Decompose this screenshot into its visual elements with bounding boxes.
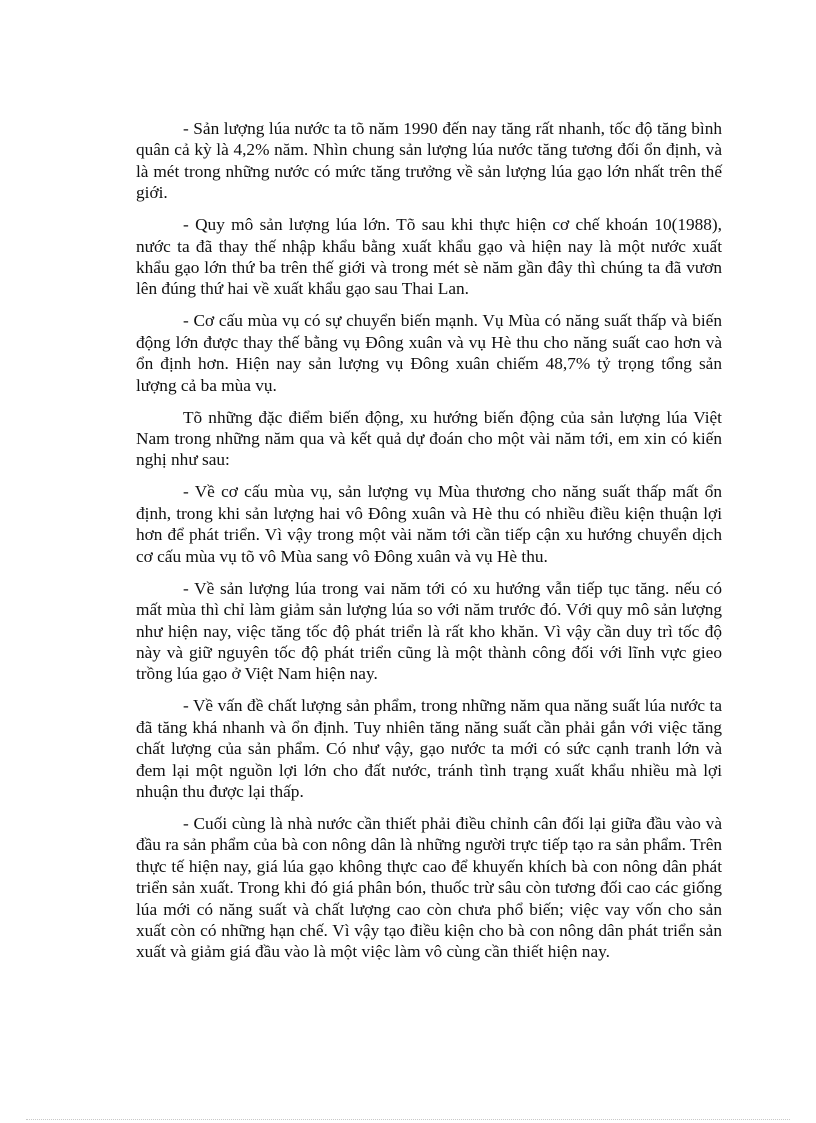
document-body <box>136 118 722 973</box>
page-bottom-divider <box>26 1119 790 1120</box>
paragraph-recommendation-policy: - Cuối cùng là nhà nước cần thiết phải điều chỉnh cân đối lại giữa đầu vào và đầu ra sản phẩm của bà con nông dân là những người trực tiếp tạo ra sản phẩm. Trên thực tế hiện nay, giá lúa gạo không thực cao để khuyến khích bà con nông dân phát triển sản xuất. Trong khi đó giá phân bón, thuốc trừ sâu còn tương đối cao các giống lúa mới có năng suất và chất lượng cao còn chưa phổ biến; việc vay vốn cho sản xuất còn có những hạn chế. Vì vậy tạo điều kiện cho bà con nông dân phát triển sản xuất và giảm giá đầu vào là một việc làm vô cùng cần thiết hiện nay. <box>136 813 722 962</box>
paragraph-recommendation-quality: - Về vấn đề chất lượng sản phẩm, trong những năm qua năng suất lúa nước ta đã tăng khá nhanh và ổn định. Tuy nhiên tăng năng suất cần phải gắn với việc tăng chất lượng của sản phẩm. Có như vậy, gạo nước ta mới có sức cạnh tranh lớn và đem lại một nguồn lợi lớn cho đất nước, tránh tình trạng xuất khẩu nhiều mà lợi nhuận thu được lại thấp. <box>136 696 722 801</box>
paragraph-seasonal-structure: - Cơ cấu mùa vụ có sự chuyển biến mạnh. Vụ Mùa có năng suất thấp và biến động lớn được thay thế bằng vụ Đông xuân và vụ Hè thu cho năng suất cao hơn và ổn định hơn. Hiện nay sản lượng vụ Đông xuân chiếm 48,7% tỷ trọng tổng sản lượng cả ba mùa vụ. <box>136 311 722 395</box>
paragraph-production-scale: - Quy mô sản lượng lúa lớn. Tõ sau khi thực hiện cơ chế khoán 10(1988), nước ta đã thay thế nhập khẩu bằng xuất khẩu gạo và hiện nay là một nước xuất khẩu gạo lớn thứ ba trên thế giới và trong mét sè năm gần đây thì chúng ta đã vươn lên đúng thứ hai về xuất khẩu gạo sau Thai Lan. <box>136 215 722 299</box>
paragraph-rice-output-growth: - Sản lượng lúa nước ta tõ năm 1990 đến nay tăng rất nhanh, tốc độ tăng bình quân cả kỳ là 4,2% năm. Nhìn chung sản lượng lúa nước tăng tương đối ổn định, và là mét trong những nước có mức tăng trưởng về sản lượng lúa gạo lớn nhất trên thế giới. <box>136 119 722 203</box>
paragraph-recommendation-seasons: - Về cơ cấu mùa vụ, sản lượng vụ Mùa thương cho năng suất thấp mất ổn định, trong khi sản lượng hai vô Đông xuân và Hè thu có nhiều điều kiện thuận lợi hơn để phát triển. Vì vậy trong một vài năm tới cần tiếp cận xu hướng chuyển dịch cơ cấu mùa vụ tõ vô Mùa sang vô Đông xuân và vụ Hè thu. <box>136 482 722 566</box>
paragraph-recommendation-output: - Về sản lượng lúa trong vai năm tới có xu hướng vẫn tiếp tục tăng. nếu có mất mùa thì chỉ làm giảm sản lượng lúa so với năm trước đó. Với quy mô sản lượng như hiện nay, việc tăng tốc độ phát triển là rất kho khăn. Vì vậy cần duy trì tốc độ này và giữ nguyên tốc độ phát triển cũng là một thành công đối với lĩnh vực gieo trồng lúa gạo ở Việt Nam hiện nay. <box>136 578 722 684</box>
paragraph-recommendations-intro: Tõ những đặc điểm biến động, xu hướng biến động của sản lượng lúa Việt Nam trong những năm qua và kết quả dự đoán cho một vài năm tới, em xin có kiến nghị như sau: <box>136 407 722 470</box>
